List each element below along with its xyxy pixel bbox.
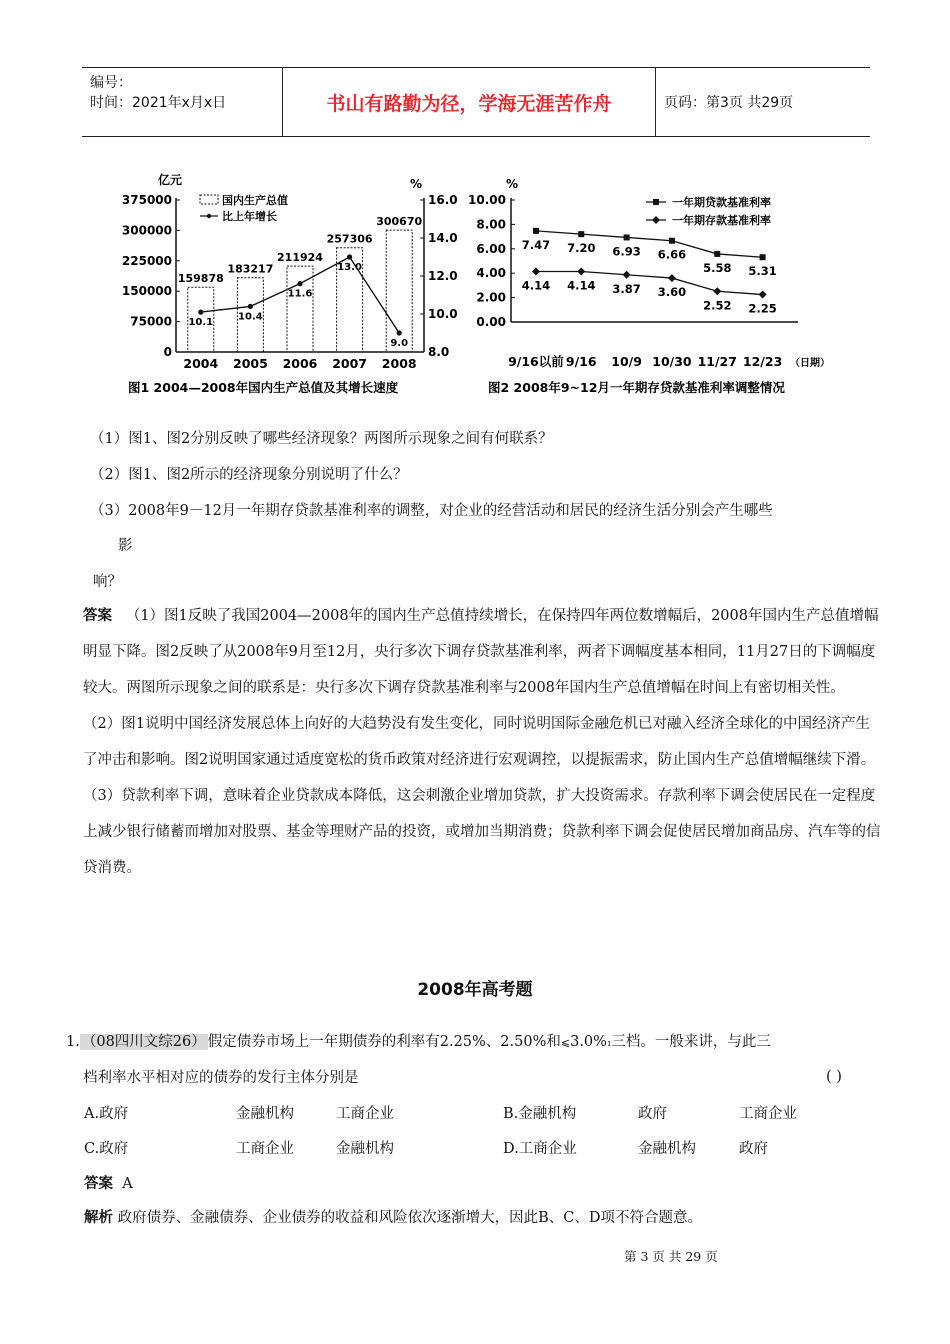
chart1-growth-label: 10.1 xyxy=(188,317,214,329)
chart1-ytick-right: 12.0 xyxy=(428,269,458,283)
q1-analysis-label: 解析 xyxy=(84,1210,113,1226)
chart2-legend-loan: 一年期贷款基准利率 xyxy=(672,196,771,209)
option-c-2: 工商企业 xyxy=(236,1141,294,1157)
chart2-deposit-label: 3.60 xyxy=(657,285,687,300)
chart1-bar-label: 257306 xyxy=(326,232,373,246)
chart2-loan-point xyxy=(624,234,630,240)
chart1-bar-label: 211924 xyxy=(277,251,323,265)
figures xyxy=(118,170,838,405)
chart1-growth-point xyxy=(347,254,352,259)
chart2-ytick: 10.00 xyxy=(468,193,506,207)
chart1-ytick-right: 8.0 xyxy=(428,345,450,359)
chart1-ytick-right: 10.0 xyxy=(428,307,458,321)
chart1-growth-point xyxy=(397,330,402,335)
chart2-loan-point xyxy=(760,254,766,260)
question-2: （2）图1、图2所示的经济现象分别说明了什么？ xyxy=(90,467,408,483)
option-a-2: 金融机构 xyxy=(236,1106,294,1122)
chart2-xtick: 11/27 xyxy=(697,354,737,369)
serial-label: 编号： xyxy=(90,75,132,91)
chart2-xtick: 12/23 xyxy=(742,354,783,369)
chart2-ytick: 4.00 xyxy=(476,266,506,281)
page-header xyxy=(82,67,870,137)
chart1-growth-label: 9.0 xyxy=(390,338,409,349)
chart2-xtick: 10/9 xyxy=(611,354,642,369)
small-mark-icon-2: ₁ xyxy=(606,1036,612,1049)
chart2-loan-label: 6.66 xyxy=(657,247,687,262)
chart2-x-unit: （日期） xyxy=(790,358,830,369)
header-motto-cell xyxy=(283,68,656,136)
chart2-deposit-point xyxy=(759,291,767,299)
chart1-growth-point xyxy=(248,304,253,309)
option-d-3: 政府 xyxy=(739,1141,768,1157)
chart2-loan-label: 5.58 xyxy=(703,260,732,275)
chart2-ytick: 0.00 xyxy=(476,315,506,329)
chart1-bar-label: 300670 xyxy=(376,215,423,229)
q1-answer-paren: ( ) xyxy=(826,1069,842,1085)
chart2-legend-deposit: 一年期存款基准利率 xyxy=(672,214,771,227)
chart1-ytick-left: 375000 xyxy=(121,193,172,207)
chart2-ytick: 6.00 xyxy=(476,241,506,256)
q1-answer-label: 答案 xyxy=(84,1176,113,1192)
q1-text-b: 3.0% xyxy=(570,1034,607,1050)
chart1-ytick-left: 0 xyxy=(163,345,172,359)
chart2-deposit-point xyxy=(577,267,585,275)
page-footer: 第 3 页 共 29 页 xyxy=(624,1249,718,1264)
answer-p1 xyxy=(83,598,883,706)
chart1-growth-point xyxy=(198,310,203,315)
option-d: D.工商企业 xyxy=(503,1141,577,1157)
chart2-deposit-label: 3.87 xyxy=(612,281,641,296)
header-meta-cell xyxy=(82,68,283,136)
q1-line1 xyxy=(66,1024,886,1061)
chart2-ytick: 2.00 xyxy=(476,290,506,305)
chart1-ytick-left: 300000 xyxy=(121,223,172,238)
header-page-cell xyxy=(656,68,878,136)
option-c-3: 金融机构 xyxy=(336,1141,394,1157)
chart1-ytick-left: 150000 xyxy=(121,284,172,299)
chart-gdp xyxy=(122,172,458,395)
option-a-3: 工商企业 xyxy=(336,1106,394,1122)
section-title: 2008年高考题 xyxy=(417,980,533,1000)
question-3-line3: 响？ xyxy=(93,574,122,590)
chart2-loan-label: 5.31 xyxy=(748,264,777,279)
chart2-deposit-point xyxy=(532,267,540,275)
chart1-legend-gdp: 国内生产总值 xyxy=(222,194,288,207)
chart2-deposit-point xyxy=(623,271,631,279)
answer-p2: （2）图1说明中国经济发展总体上向好的大趋势没有发生变化，同时说明国际金融危机已对融入经济全球化的中国经济产生了冲击和影响。图2说明国家通过适度宽松的货币政策对经济进行宏观调控，以提振需求，防止国内生产总值增幅继续下滑。 xyxy=(83,716,876,768)
chart1-growth-point xyxy=(297,281,302,286)
q1-text-c: 三档。一般来讲，与此三 xyxy=(611,1034,771,1050)
small-mark-icon: ⩽ xyxy=(560,1036,571,1049)
time-label: 时间：2021年x月x日 xyxy=(90,95,227,111)
chart1-ylabel-left: 亿元 xyxy=(158,173,183,187)
q1-source: （08四川文综26） xyxy=(81,1034,206,1050)
q1-answer-value: A xyxy=(122,1176,133,1192)
chart2-loan-point xyxy=(533,228,539,234)
answer-label: 答案 xyxy=(83,608,112,624)
chart2-xtick: 10/30 xyxy=(652,354,692,369)
chart1-bar-label: 159878 xyxy=(177,272,224,286)
chart1-ylabel-right: % xyxy=(410,177,423,191)
chart2-deposit-label: 4.14 xyxy=(567,278,596,293)
chart1-xtick: 2004 xyxy=(183,356,219,371)
chart2-loan-label: 7.20 xyxy=(567,241,596,256)
answer-p1-text: （1）图1反映了我国2004—2008年的国内生产总值持续增长，在保持四年两位数增幅后，2008年国内生产总值增幅明显下降。图2反映了从2008年9月至12月，央行多次下调存贷款基准利率，两者下调幅度基本相同，11月27日的下调幅度较大。两图所示现象之间的联系是：央行多次下调存贷款基准利率与2008年国内生产总值增幅在时间上有密切相关性。 xyxy=(83,608,879,696)
chart1-growth-label: 11.6 xyxy=(287,288,313,300)
chart2-loan-label: 7.47 xyxy=(521,237,551,252)
q1-analysis-text: 政府债券、金融债券、企业债券的收益和风险依次逐渐增大，因此B、C、D项不符合题意。 xyxy=(117,1210,702,1226)
q1-answer xyxy=(84,1172,133,1193)
chart1-xtick: 2005 xyxy=(233,356,268,371)
q1-analysis xyxy=(84,1206,702,1227)
chart1-ytick-left: 225000 xyxy=(121,253,172,268)
q1-text-a: 假定债券市场上一年期债券的利率有2.25%、2.50%和 xyxy=(207,1034,561,1050)
chart1-legend-growth: 比上年增长 xyxy=(222,210,277,223)
chart1-xtick: 2006 xyxy=(282,356,318,371)
chart1-ytick-right: 16.0 xyxy=(428,193,458,207)
chart2-ylabel: % xyxy=(506,177,519,191)
question-3-line1: （3）2008年9－12月一年期存贷款基准利率的调整，对企业的经营活动和居民的经济生活分别会产生哪些 xyxy=(90,503,773,519)
chart2-xtick: 9/16以前 xyxy=(508,354,564,369)
option-a: A.政府 xyxy=(84,1106,129,1122)
answer-block xyxy=(83,598,883,886)
chart2-deposit-point xyxy=(668,274,676,282)
chart1-bar-label: 183217 xyxy=(227,262,274,276)
chart1-xtick: 2008 xyxy=(381,356,417,371)
chart2-loan-label: 6.93 xyxy=(612,244,641,259)
option-b: B.金融机构 xyxy=(503,1106,577,1122)
chart2-deposit-point xyxy=(713,287,721,295)
option-d-2: 金融机构 xyxy=(638,1141,696,1157)
chart1-xtick: 2007 xyxy=(332,356,367,371)
chart2-title: 图2 2008年9~12月一年期存贷款基准利率调整情况 xyxy=(488,380,785,395)
motto: 书山有路勤为径，学海无涯苦作舟 xyxy=(326,92,612,115)
chart1-growth-label: 13.0 xyxy=(337,262,362,273)
q1-number: 1. xyxy=(66,1034,80,1050)
option-b-2: 政府 xyxy=(638,1106,667,1122)
chart2-loan-point xyxy=(669,238,675,244)
chart1-title: 图1 2004—2008年国内生产总值及其增长速度 xyxy=(128,380,399,395)
chart1-ytick-left: 75000 xyxy=(130,314,172,329)
question-1: （1）图1、图2分别反映了哪些经济现象？两图所示现象之间有何联系？ xyxy=(90,431,553,447)
chart2-ytick: 8.00 xyxy=(476,217,506,232)
page-info: 页码：第3页 共29页 xyxy=(664,95,794,111)
chart1-growth-label: 10.4 xyxy=(238,311,263,323)
chart2-deposit-label: 4.14 xyxy=(521,278,551,293)
question-3-line2: 影 xyxy=(118,538,133,554)
chart2-xtick: 9/16 xyxy=(565,354,597,369)
answer-p3: （3）贷款利率下调，意味着企业贷款成本降低，这会刺激企业增加贷款，扩大投资需求。存款利率下调会使居民在一定程度上减少银行储蓄而增加对股票、基金等理财产品的投资，或增加当期消费；贷款利率下调会促使居民增加商品房、汽车等的信贷消费。 xyxy=(83,788,881,876)
chart2-loan-point xyxy=(714,251,720,257)
option-c: C.政府 xyxy=(84,1141,129,1157)
chart2-deposit-label: 2.25 xyxy=(748,301,777,316)
option-b-3: 工商企业 xyxy=(739,1106,797,1122)
chart2-loan-point xyxy=(578,231,584,237)
q1-line2: 档利率水平相对应的债券的发行主体分别是 xyxy=(83,1070,359,1086)
chart-rates xyxy=(468,177,830,395)
chart1-ytick-right: 14.0 xyxy=(428,231,458,245)
chart2-deposit-label: 2.52 xyxy=(703,298,732,313)
